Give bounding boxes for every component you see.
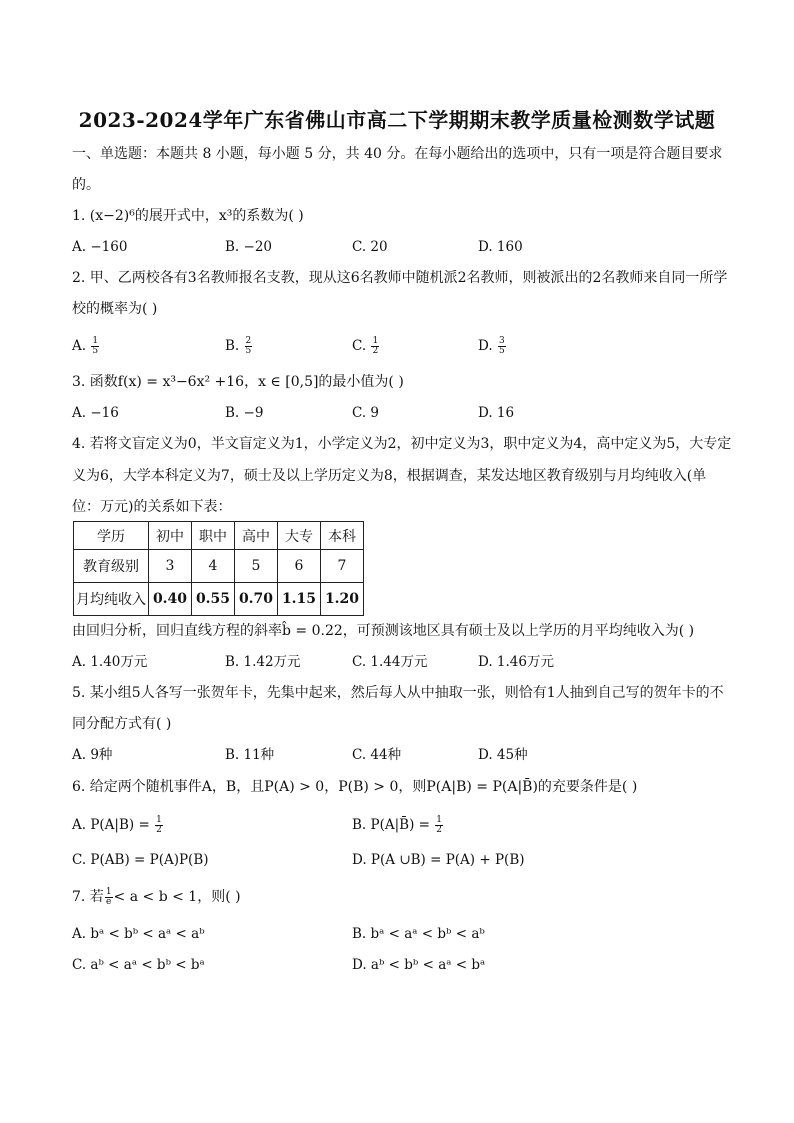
table-cell: 0.40: [149, 583, 192, 616]
q1-option-b: B. −20: [225, 239, 272, 255]
q4-option-a: A. 1.40万元: [72, 654, 148, 670]
table-cell: 大专: [278, 522, 321, 550]
q3-option-b: B. −9: [225, 405, 264, 421]
q5-option-b: B. 11种: [225, 747, 275, 763]
q2-stem-line2: 校的概率为( ): [72, 301, 158, 317]
q4-stem-line1: 4. 若将文盲定义为0，半文盲定义为1，小学定义为2，初中定义为3，职中定义为4，高中定义为5，大专定: [72, 436, 732, 452]
q4-stem-line2: 义为6，大学本科定义为7，硕士及以上学历定义为8，根据调查，某发达地区教育级别与月均纯收入(单: [72, 468, 707, 484]
table-cell: 教育级别: [74, 550, 149, 583]
q1-option-c: C. 20: [352, 239, 388, 255]
q3-option-c: C. 9: [352, 405, 380, 421]
table-cell: 高中: [235, 522, 278, 550]
q7-option-d: D. aᵇ < bᵇ < aᵃ < bᵃ: [352, 957, 486, 973]
q7-option-c: C. aᵇ < aᵃ < bᵇ < bᵃ: [72, 957, 205, 973]
fraction: $\frac{1}{e}$: [105, 886, 112, 907]
q6-option-d: D. P(A ∪B) = P(A) + P(B): [352, 852, 525, 868]
q3-option-d: D. 16: [478, 405, 515, 421]
q4-stem-line3: 位：万元)的关系如下表：: [72, 499, 232, 515]
q5-option-d: D. 45种: [478, 747, 528, 763]
education-income-table: [73, 521, 364, 616]
q4-option-c: C. 1.44万元: [352, 654, 428, 670]
table-cell: 月均纯收入: [74, 583, 149, 616]
table-cell: 初中: [149, 522, 192, 550]
q5-option-c: C. 44种: [352, 747, 402, 763]
q4-option-d: D. 1.46万元: [478, 654, 554, 670]
table-cell: 本科: [321, 522, 364, 550]
q2-option-b: B. $\frac{2}{5}$: [225, 336, 252, 356]
q2-option-a: A. $\frac{1}{5}$: [72, 336, 99, 356]
q3-stem: 3. 函数f(x) = x³−6x² +16，x ∈ [0,5]的最小值为( ): [72, 374, 404, 390]
fraction: $\frac{1}{5}$: [92, 336, 99, 356]
table-cell: 5: [235, 550, 278, 583]
q7-option-a: A. bᵃ < bᵇ < aᵃ < aᵇ: [72, 926, 205, 942]
fraction: $\frac{1}{2}$: [436, 815, 442, 835]
table-cell: 4: [192, 550, 235, 583]
q4-follow-text: 由回归分析，回归直线方程的斜率b̂ = 0.22，可预测该地区具有硕士及以上学历的月平均纯收入为( ): [72, 623, 695, 639]
table-row: [74, 550, 364, 583]
table-cell: 学历: [74, 522, 149, 550]
q2-option-c: C. $\frac{1}{2}$: [352, 336, 379, 356]
fraction: $\frac{1}{2}$: [372, 336, 379, 356]
q5-option-a: A. 9种: [72, 747, 113, 763]
q6-option-c: C. P(AB) = P(A)P(B): [72, 852, 209, 868]
page-title: 2023-2024学年广东省佛山市高二下学期期末教学质量检测数学试题: [78, 108, 716, 132]
table-row: [74, 583, 364, 616]
table-cell: 1.15: [278, 583, 321, 616]
section-instruction-line1: 一、单选题：本题共 8 小题，每小题 5 分，共 40 分。在每小题给出的选项中，只有一项是符合题目要求: [72, 146, 723, 162]
q1-option-d: D. 160: [478, 239, 523, 255]
q7-option-b: B. bᵃ < aᵃ < bᵇ < aᵇ: [352, 926, 485, 942]
q5-stem-line1: 5. 某小组5人各写一张贺年卡，先集中起来，然后每人从中抽取一张，则恰有1人抽到自己写的贺年卡的不: [72, 685, 724, 701]
table-cell: 0.70: [235, 583, 278, 616]
table-cell: 0.55: [192, 583, 235, 616]
q2-option-d: D. $\frac{3}{5}$: [478, 336, 505, 356]
fraction: $\frac{2}{5}$: [245, 336, 252, 356]
fraction: $\frac{1}{2}$: [156, 815, 162, 835]
q6-option-a: A. P(A|B) = $\frac{1}{2}$: [72, 815, 162, 835]
q5-stem-line2: 同分配方式有( ): [72, 716, 172, 732]
section-instruction-line2: 的。: [72, 177, 100, 193]
table-cell: 职中: [192, 522, 235, 550]
table-cell: 1.20: [321, 583, 364, 616]
q7-stem: 7. 若 $\frac{1}{e}$ < a < b < 1，则( ): [72, 886, 241, 907]
table-cell: 6: [278, 550, 321, 583]
table-cell: 7: [321, 550, 364, 583]
table-cell: 3: [149, 550, 192, 583]
fraction: $\frac{3}{5}$: [498, 336, 505, 356]
q1-stem: 1. (x−2)⁶的展开式中，x³的系数为( ): [72, 208, 304, 224]
q1-option-a: A. −160: [72, 239, 128, 255]
table-row: [74, 522, 364, 550]
q6-stem: 6. 给定两个随机事件A，B，且P(A) > 0，P(B) > 0，则P(A|B) = P(A|B̄)的充要条件是( ): [72, 779, 638, 795]
q3-option-a: A. −16: [72, 405, 119, 421]
q2-stem-line1: 2. 甲、乙两校各有3名教师报名支教，现从这6名教师中随机派2名教师，则被派出的2名教师来自同一所学: [72, 270, 728, 286]
q4-option-b: B. 1.42万元: [225, 654, 301, 670]
q6-option-b: B. P(A|B̄) = $\frac{1}{2}$: [352, 815, 442, 835]
